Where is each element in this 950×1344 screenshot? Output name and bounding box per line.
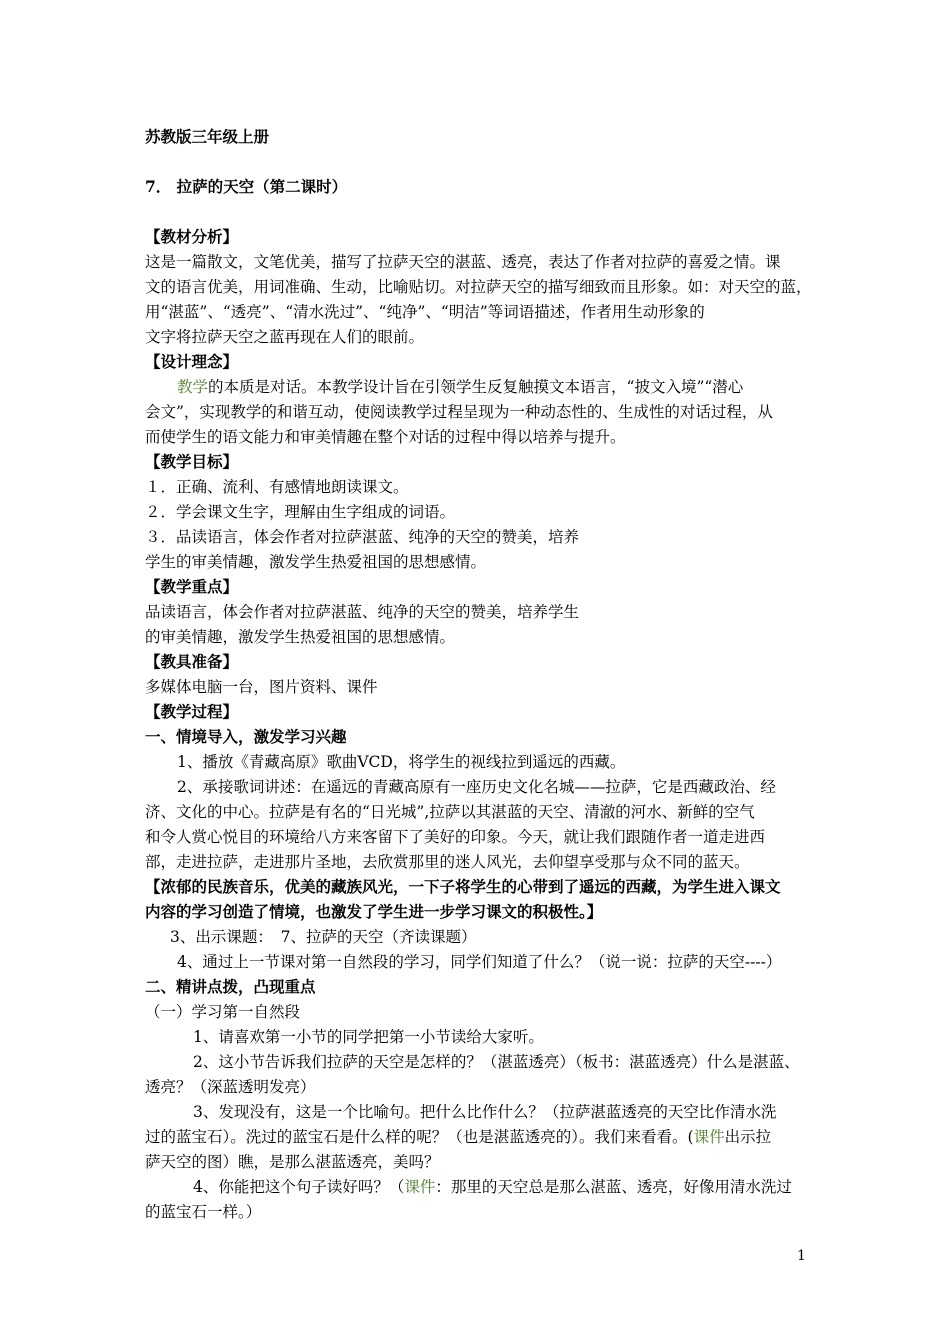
analysis-line: 用“湛蓝”、“透亮”、“清水洗过”、“纯净”、“明洁”等词语描述，作者用生动形象的 xyxy=(145,303,705,321)
process-line: 部，走进拉萨，走进那片圣地，去欣赏那里的迷人风光，去仰望享受那与众不同的蓝天。 xyxy=(145,853,750,871)
process-line-text: 出示拉 xyxy=(724,1128,772,1146)
concept-line: 会文”，实现教学的和谐互动，使阅读教学过程呈现为一种动态性的、生成性的对话过程，从 xyxy=(145,403,773,421)
process-line: 济、文化的中心。拉萨是有名的“日光城”,拉萨以其湛蓝的天空、清澈的河水、新鲜的空气 xyxy=(145,803,755,821)
courseware-keyword: 课件 xyxy=(693,1128,725,1146)
concept-line-text: 的本质是对话。本教学设计旨在引领学生反复触摸文本语言，“披文入境”“潜心 xyxy=(208,378,744,396)
process-line xyxy=(145,1128,771,1146)
process-line: 4、通过上一节课对第一自然段的学习，同学们知道了什么？（说一说：拉萨的天空----） xyxy=(177,953,782,971)
process-line: 3、出示课题： 7、拉萨的天空（齐读课题） xyxy=(170,928,477,946)
process-line: 3、发现没有，这是一个比喻句。把什么比作什么？（拉萨湛蓝透亮的天空比作清水洗 xyxy=(193,1103,777,1121)
process-line: 1、播放《青藏高原》歌曲VCD，将学生的视线拉到遥远的西藏。 xyxy=(177,753,626,771)
analysis-heading: 【教材分析】 xyxy=(145,227,239,246)
tools-heading: 【教具准备】 xyxy=(145,652,239,671)
process-line: 透亮？（深蓝透明发亮） xyxy=(145,1078,316,1096)
tools-line: 多媒体电脑一台，图片资料、课件 xyxy=(145,678,378,696)
analysis-line: 文的语言优美，用词准确、生动，比喻贴切。对拉萨天空的描写细致而且形象。如：对天空的蓝， xyxy=(145,278,812,296)
process-line: 的蓝宝石一样。） xyxy=(145,1203,262,1221)
teaching-note: 内容的学习创造了情境，也激发了学生进一步学习课文的积极性。】 xyxy=(145,902,603,921)
analysis-line: 文字将拉萨天空之蓝再现在人们的眼前。 xyxy=(145,328,425,346)
process-line: 1、请喜欢第一小节的同学把第一小节读给大家听。 xyxy=(193,1028,544,1046)
process-line: 和令人赏心悦目的环境给八方来客留下了美好的印象。今天，就让我们跟随作者一道走进西 xyxy=(145,828,766,846)
process-line-text: 过的蓝宝石）。洗过的蓝宝石是什么样的呢？（也是湛蓝透亮的）。我们来看看。( xyxy=(145,1128,694,1146)
analysis-line: 这是一篇散文，文笔优美，描写了拉萨天空的湛蓝、透亮，表达了作者对拉萨的喜爱之情。课 xyxy=(145,253,781,271)
teaching-note: 【浓郁的民族音乐，优美的藏族风光，一下子将学生的心带到了遥远的西藏，为学生进入课文 xyxy=(145,877,781,896)
process-line: 2、承接歌词讲述：在遥远的青藏高原有一座历史文化名城——拉萨，它是西藏政治、经 xyxy=(177,778,776,796)
concept-line xyxy=(177,378,743,396)
concept-keyword: 教学 xyxy=(177,378,209,396)
key-heading: 【教学重点】 xyxy=(145,577,239,596)
key-line: 品读语言，体会作者对拉萨湛蓝、纯净的天空的赞美，培养学生 xyxy=(145,603,580,621)
goal-item: 学生的审美情趣，激发学生热爱祖国的思想感情。 xyxy=(145,553,487,571)
edition-label: 苏教版三年级上册 xyxy=(145,127,270,146)
process-line: 2、这小节告诉我们拉萨的天空是怎样的？（湛蓝透亮）（板书：湛蓝透亮）什么是湛蓝、 xyxy=(193,1053,800,1071)
process-heading: 【教学过程】 xyxy=(145,702,239,721)
goal-item: １．正确、流利、有感情地朗读课文。 xyxy=(145,478,409,496)
goals-heading: 【教学目标】 xyxy=(145,452,239,471)
subsection-heading: （一）学习第一自然段 xyxy=(145,1003,301,1021)
concept-line: 而使学生的语文能力和审美情趣在整个对话的过程中得以培养与提升。 xyxy=(145,428,626,446)
goal-item: ３．品读语言，体会作者对拉萨湛蓝、纯净的天空的赞美，培养 xyxy=(145,528,580,546)
goal-item: ２．学会课文生字，理解由生字组成的词语。 xyxy=(145,503,456,521)
part-heading: 二、精讲点拨，凸现重点 xyxy=(145,977,316,996)
concept-heading: 【设计理念】 xyxy=(145,352,239,371)
process-line-text: ：那里的天空总是那么湛蓝、透亮，好像用清水洗过 xyxy=(435,1178,792,1196)
process-line xyxy=(193,1178,792,1196)
process-line: 萨天空的图）瞧，是那么湛蓝透亮，美吗？ xyxy=(145,1153,440,1171)
part-heading: 一、情境导入，激发学习兴趣 xyxy=(145,727,347,746)
process-line-text: 4、你能把这个句子读好吗？（ xyxy=(193,1178,405,1196)
page-number: 1 xyxy=(797,1248,806,1264)
courseware-keyword: 课件 xyxy=(404,1178,436,1196)
lesson-title: 7． 拉萨的天空（第二课时） xyxy=(145,177,348,196)
key-line: 的审美情趣，激发学生热爱祖国的思想感情。 xyxy=(145,628,456,646)
